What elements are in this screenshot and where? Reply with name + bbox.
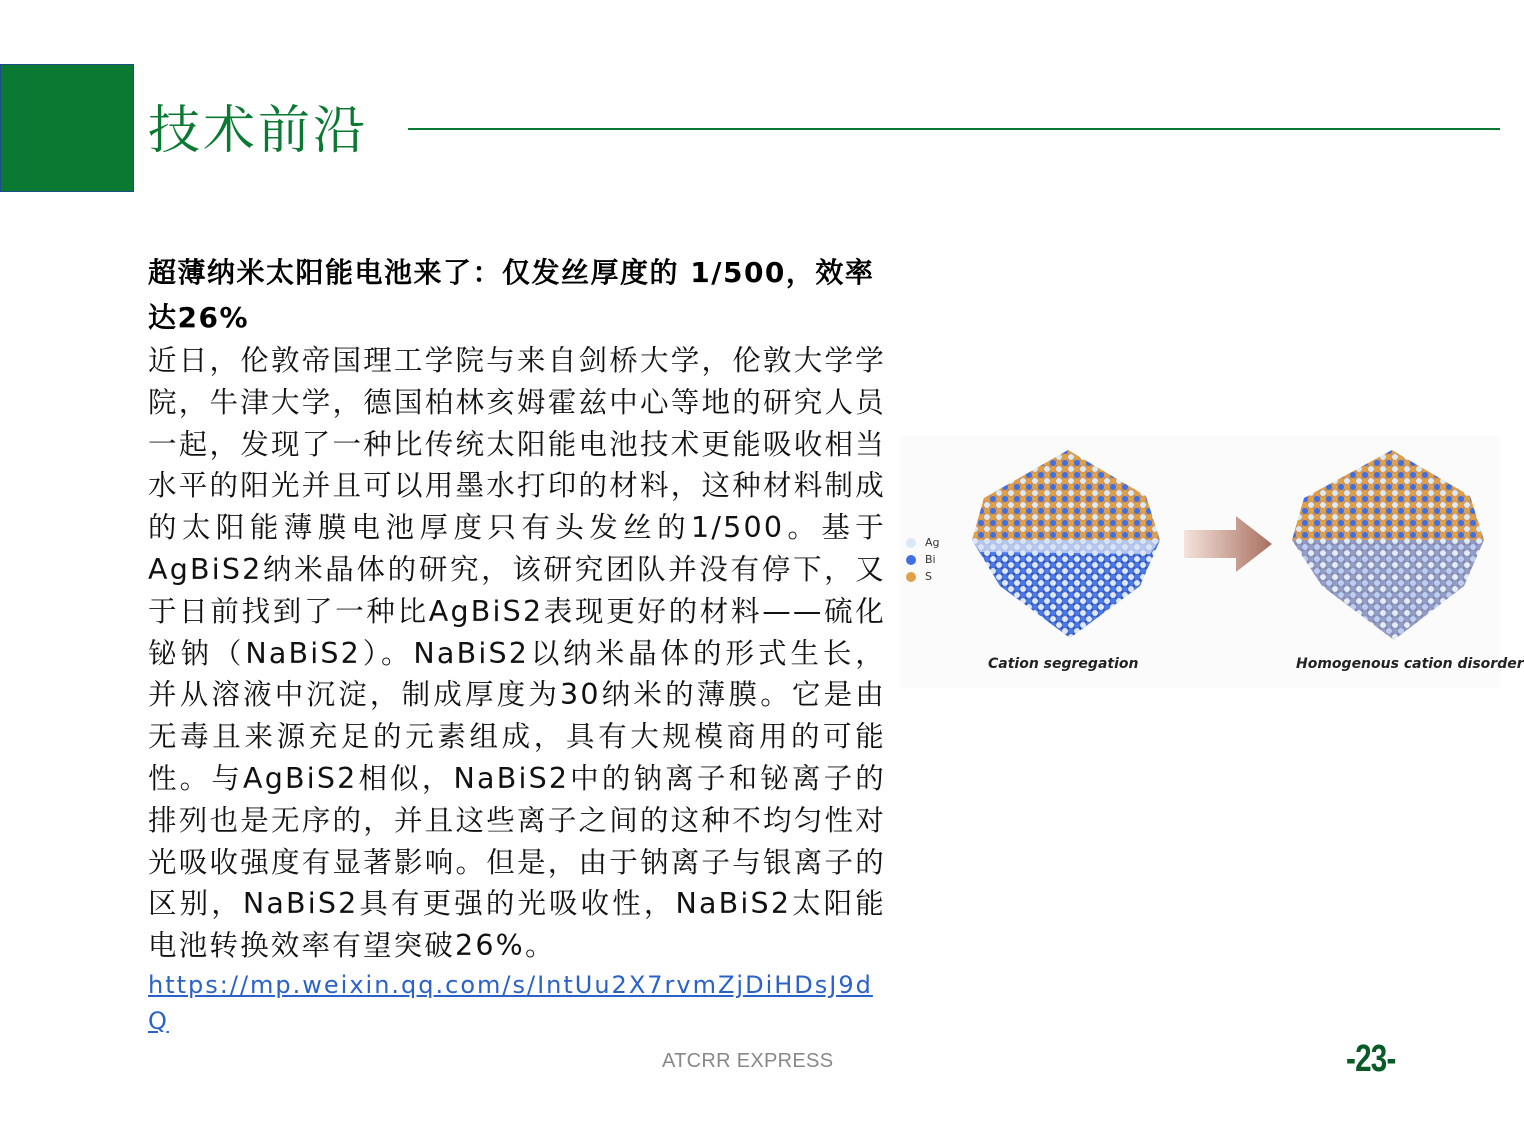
caption-right: Homogenous cation disorder bbox=[1296, 656, 1524, 672]
source-link[interactable]: https://mp.weixin.qq.com/s/IntUu2X7rvmZjDiHDsJ9dQ bbox=[148, 970, 873, 1035]
legend-item bbox=[906, 551, 940, 568]
section-title: 技术前沿 bbox=[148, 101, 369, 161]
article-headline: 超薄纳米太阳能电池来了：仅发丝厚度的 1/500，效率达26% bbox=[148, 256, 875, 334]
nanocrystal-illustration bbox=[900, 436, 1500, 688]
footer-brand: ATCRR EXPRESS bbox=[662, 1050, 834, 1072]
legend-label-bi: Bi bbox=[925, 553, 936, 566]
crystal-left bbox=[972, 450, 1160, 638]
title-divider bbox=[408, 128, 1500, 130]
article bbox=[148, 250, 886, 1039]
legend-label-s: S bbox=[925, 570, 932, 583]
ag-dot-icon bbox=[906, 538, 916, 548]
s-dot-icon bbox=[906, 572, 916, 582]
legend-label-ag: Ag bbox=[925, 536, 940, 549]
header-accent-block bbox=[0, 64, 134, 192]
legend-item bbox=[906, 534, 940, 551]
nanocrystal-figure bbox=[900, 436, 1500, 688]
article-body: 近日，伦敦帝国理工学院与来自剑桥大学，伦敦大学学院，牛津大学，德国柏林亥姆霍兹中心等地的研究人员一起，发现了一种比传统太阳能电池技术更能吸收相当水平的阳光并且可以用墨水打印的材料，这种材料制成的太阳能薄膜电池厚度只有头发丝的1/500。基于AgBiS2纳米晶体的研究，该研究团队并没有停下，又于日前找到了一种比AgBiS2表现更好的材料——硫化铋钠（NaBiS2）。NaBiS2以纳米晶体的形式生长，并从溶液中沉淀，制成厚度为30纳米的薄膜。它是由无毒且来源充足的元素组成，具有大规模商用的可能性。与AgBiS2相似，NaBiS2中的钠离子和铋离子的排列也是无序的，并且这些离子之间的这种不均匀性对光吸收强度有显著影响。但是，由于钠离子与银离子的区别，NaBiS2具有更强的光吸收性，NaBiS2太阳能电池转换效率有望突破26%。 bbox=[148, 344, 886, 963]
legend-item bbox=[906, 568, 940, 585]
bi-dot-icon bbox=[906, 555, 916, 565]
caption-left: Cation segregation bbox=[988, 656, 1139, 672]
arrow-icon bbox=[1184, 516, 1272, 572]
page-number: -23- bbox=[1346, 1038, 1396, 1080]
element-legend bbox=[906, 534, 940, 585]
crystal-right bbox=[1292, 450, 1484, 640]
